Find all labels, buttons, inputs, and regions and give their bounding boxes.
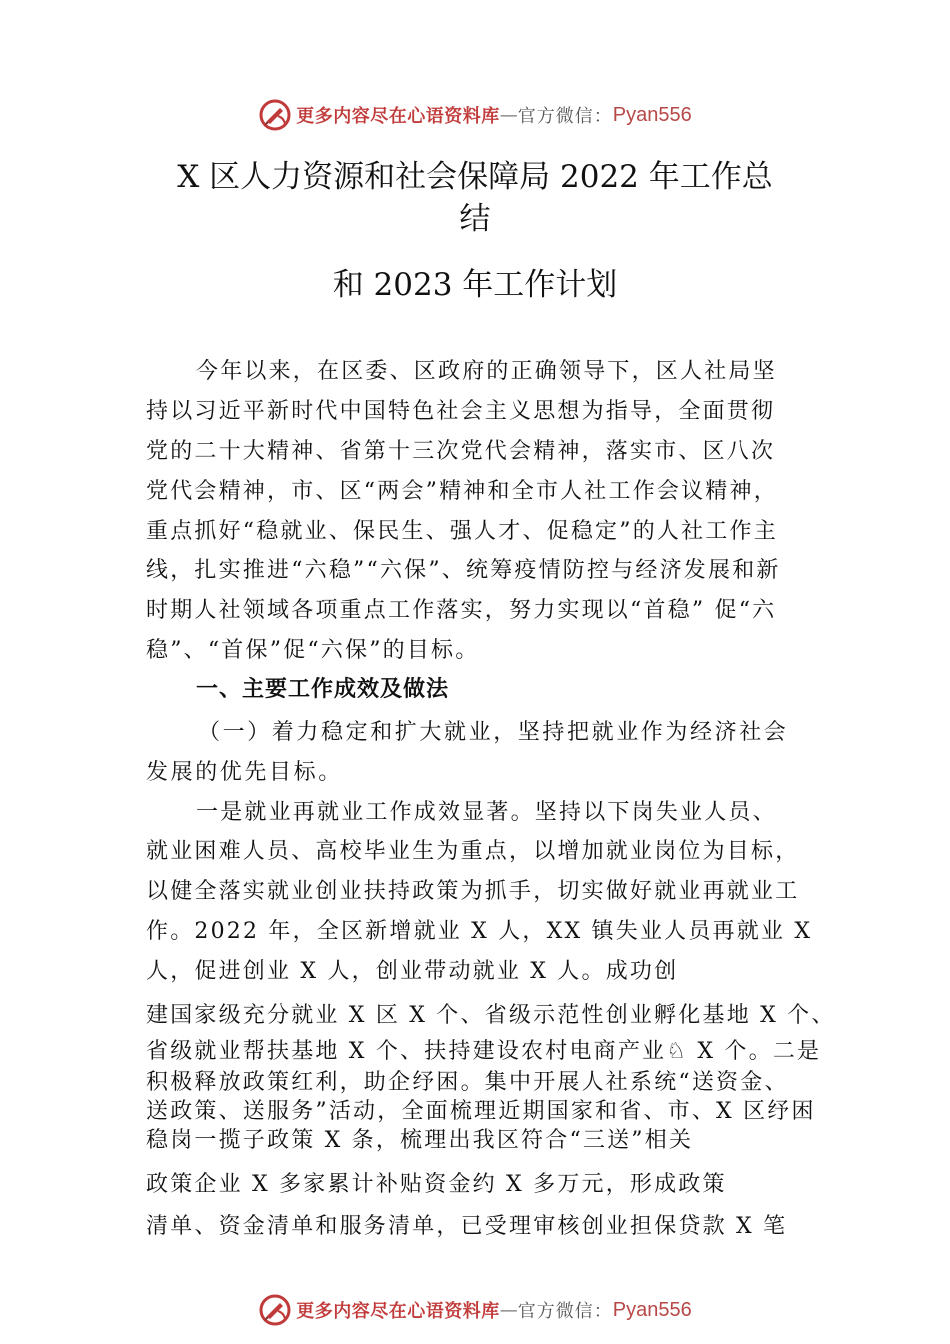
subsection-heading: （一）着力稳定和扩大就业，坚持把就业作为经济社会 xyxy=(198,720,789,745)
banner-site-text: 更多内容尽在心语资料库 xyxy=(296,1301,500,1322)
body-line: 稳”、“首保”促“六保”的目标。 xyxy=(146,638,480,663)
body-line: 重点抓好“稳就业、保民生、强人才、促稳定”的人社工作主 xyxy=(146,519,778,544)
document-title-line-3: 和 2023 年工作计划 xyxy=(332,267,618,303)
body-line: 积极释放政策红利，助企纾困。集中开展人社系统“送资金、 xyxy=(146,1070,789,1095)
body-line: 党代会精神，市、区“两会”精神和全市人社工作会议精神， xyxy=(146,479,778,504)
body-line: 持以习近平新时代中国特色社会主义思想为指导，全面贯彻 xyxy=(146,399,776,424)
banner-site-text: 更多内容尽在心语资料库 xyxy=(296,106,500,127)
document-title-line-2: 结 xyxy=(459,201,491,237)
body-line: 建国家级充分就业 X 区 X 个、省级示范性创业孵化基地 X 个、 xyxy=(146,1003,836,1028)
section-heading: 一、主要工作成效及做法 xyxy=(196,677,450,702)
banner-wechat-id: Pyan556 xyxy=(612,1298,692,1321)
banner-wechat-label: 官方微信： xyxy=(517,106,613,127)
document-title-line-1: X 区人力资源和社会保障局 2022 年工作总 xyxy=(177,159,773,195)
body-line: 今年以来，在区委、区政府的正确领导下，区人社局坚 xyxy=(196,359,777,384)
banner-dash: — xyxy=(499,1299,518,1321)
body-line: 送政策、送服务”活动，全面梳理近期国家和省、市、X 区纾困 xyxy=(146,1099,816,1124)
subsection-heading-cont: 发展的优先目标。 xyxy=(146,760,343,785)
body-line: 线，扎实推进“六稳”“六保”、统筹疫情防控与经济发展和新 xyxy=(146,558,781,583)
banner-wechat-label: 官方微信： xyxy=(517,1301,613,1322)
body-line: 省级就业帮扶基地 X 个、扶持建设农村电商产业♘ X 个。二是 xyxy=(146,1039,822,1064)
banner-dash: — xyxy=(499,104,518,126)
header-banner xyxy=(0,95,950,135)
body-line: 以健全落实就业创业扶持政策为抓手，切实做好就业再就业工 xyxy=(146,879,800,904)
body-line: 稳岗一揽子政策 X 条，梳理出我区符合“三送”相关 xyxy=(146,1128,694,1153)
body-line: 一是就业再就业工作成效显著。坚持以下岗失业人员、 xyxy=(196,800,777,825)
body-line: 时期人社领域各项重点工作落实，努力实现以“首稳” 促“六 xyxy=(146,598,777,623)
body-line: 就业困难人员、高校毕业生为重点，以增加就业岗位为目标， xyxy=(146,839,800,864)
body-line: 人，促进创业 X 人，创业带动就业 X 人。成功创 xyxy=(146,959,679,984)
body-line: 清单、资金清单和服务清单，已受理审核创业担保贷款 X 笔 xyxy=(146,1214,788,1239)
body-line: 党的二十大精神、省第十三次党代会精神，落实市、区八次 xyxy=(146,439,776,464)
footer-banner xyxy=(0,1290,950,1330)
body-line: 作。2022 年，全区新增就业 X 人，XX 镇失业人员再就业 X xyxy=(146,919,813,944)
banner-wechat-id: Pyan556 xyxy=(612,103,692,126)
writing-hand-logo-icon xyxy=(258,98,292,132)
writing-hand-logo-icon xyxy=(258,1293,292,1327)
body-line: 政策企业 X 多家累计补贴资金约 X 多万元，形成政策 xyxy=(146,1172,727,1197)
